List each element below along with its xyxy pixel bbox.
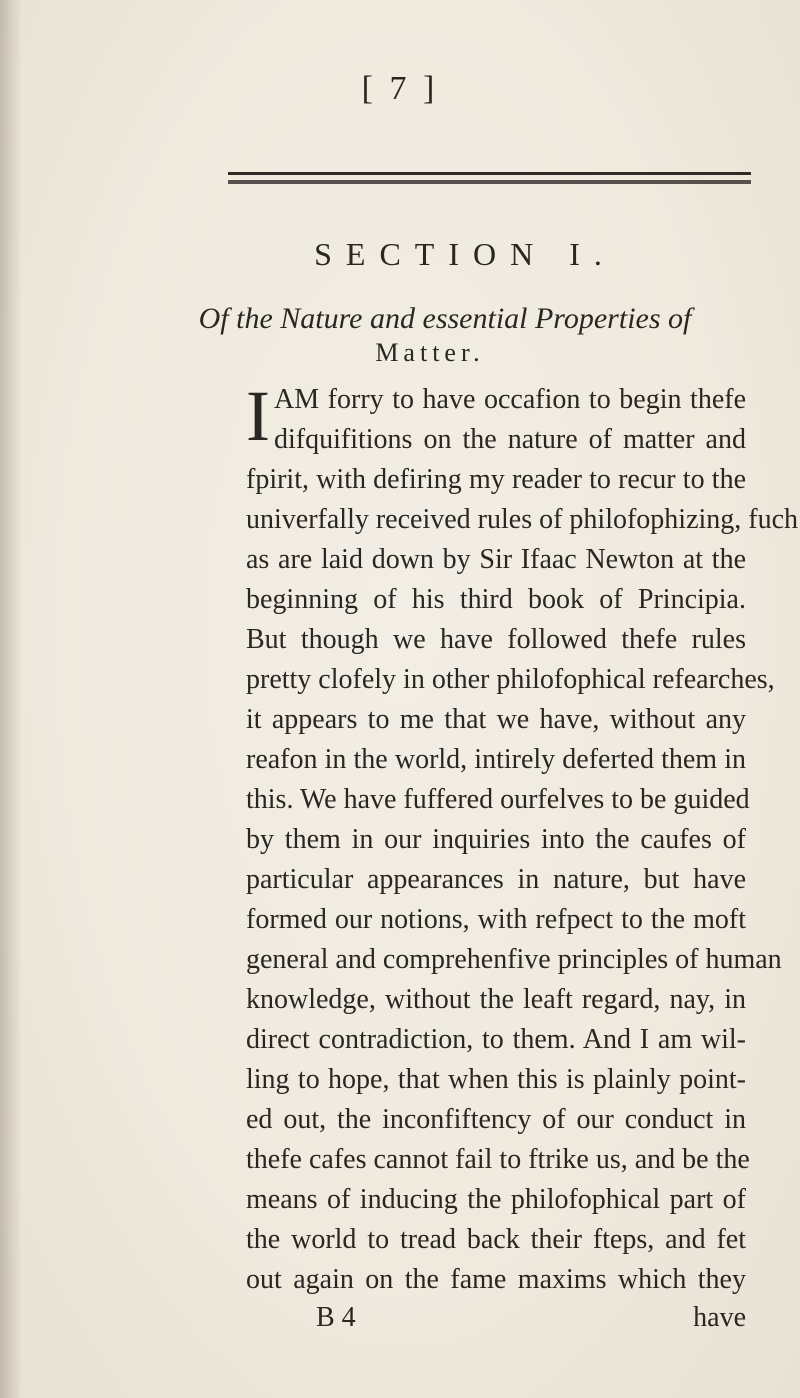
body-line: out again on the fame maxims which they <box>246 1264 746 1295</box>
page-number: [ 7 ] <box>361 70 439 107</box>
body-line: the world to tread back their fteps, and fet <box>246 1224 746 1255</box>
body-line: particular appearances in nature, but have <box>246 864 746 895</box>
section-subtitle-matter: Matter. <box>375 338 485 367</box>
body-line: direct contradiction, to them. And I am wil- <box>246 1024 746 1055</box>
body-line: But though we have followed thefe rules <box>246 624 746 655</box>
page-footer <box>312 1302 746 1334</box>
body-line: ling to hope, that when this is plainly point- <box>246 1064 746 1095</box>
body-line: it appears to me that we have, without any <box>246 704 746 735</box>
header-rule-top <box>228 172 751 175</box>
body-line: knowledge, without the leaft regard, nay, in <box>246 984 746 1015</box>
body-line: pretty clofely in other philofophical refearches, <box>246 664 775 695</box>
body-text <box>246 376 799 1300</box>
body-line: means of inducing the philofophical part of <box>246 1184 746 1215</box>
body-line: thefe cafes cannot fail to ftrike us, and be the <box>246 1144 750 1175</box>
spine-shadow <box>0 0 22 1398</box>
catchword: have <box>693 1302 746 1333</box>
body-line: AM forry to have occafion to begin thefe <box>274 384 746 415</box>
header-rule-bottom <box>228 180 751 184</box>
body-line: difquifitions on the nature of matter and <box>274 424 746 455</box>
body-line: reafon in the world, intirely deferted them in <box>246 744 746 775</box>
drop-cap: I <box>246 376 270 456</box>
body-line: univerfally received rules of philofophizing, fuch <box>246 504 799 535</box>
body-line: ed out, the inconfiftency of our conduct in <box>246 1104 746 1135</box>
body-line: as are laid down by Sir Ifaac Newton at the <box>246 544 746 575</box>
signature-mark: B 4 <box>316 1302 356 1333</box>
body-line: formed our notions, with refpect to the moft <box>246 904 746 935</box>
body-line: this. We have fuffered ourfelves to be guided <box>246 784 750 815</box>
body-line: fpirit, with defiring my reader to recur to the <box>246 464 746 495</box>
section-heading: SECTION I. <box>314 236 616 272</box>
body-line: general and comprehenfive principles of human <box>246 944 782 975</box>
body-line: beginning of his third book of Principia. <box>246 584 746 615</box>
body-line: by them in our inquiries into the caufes of <box>246 824 746 855</box>
section-subtitle: Of the Nature and essential Properties of <box>198 302 692 335</box>
